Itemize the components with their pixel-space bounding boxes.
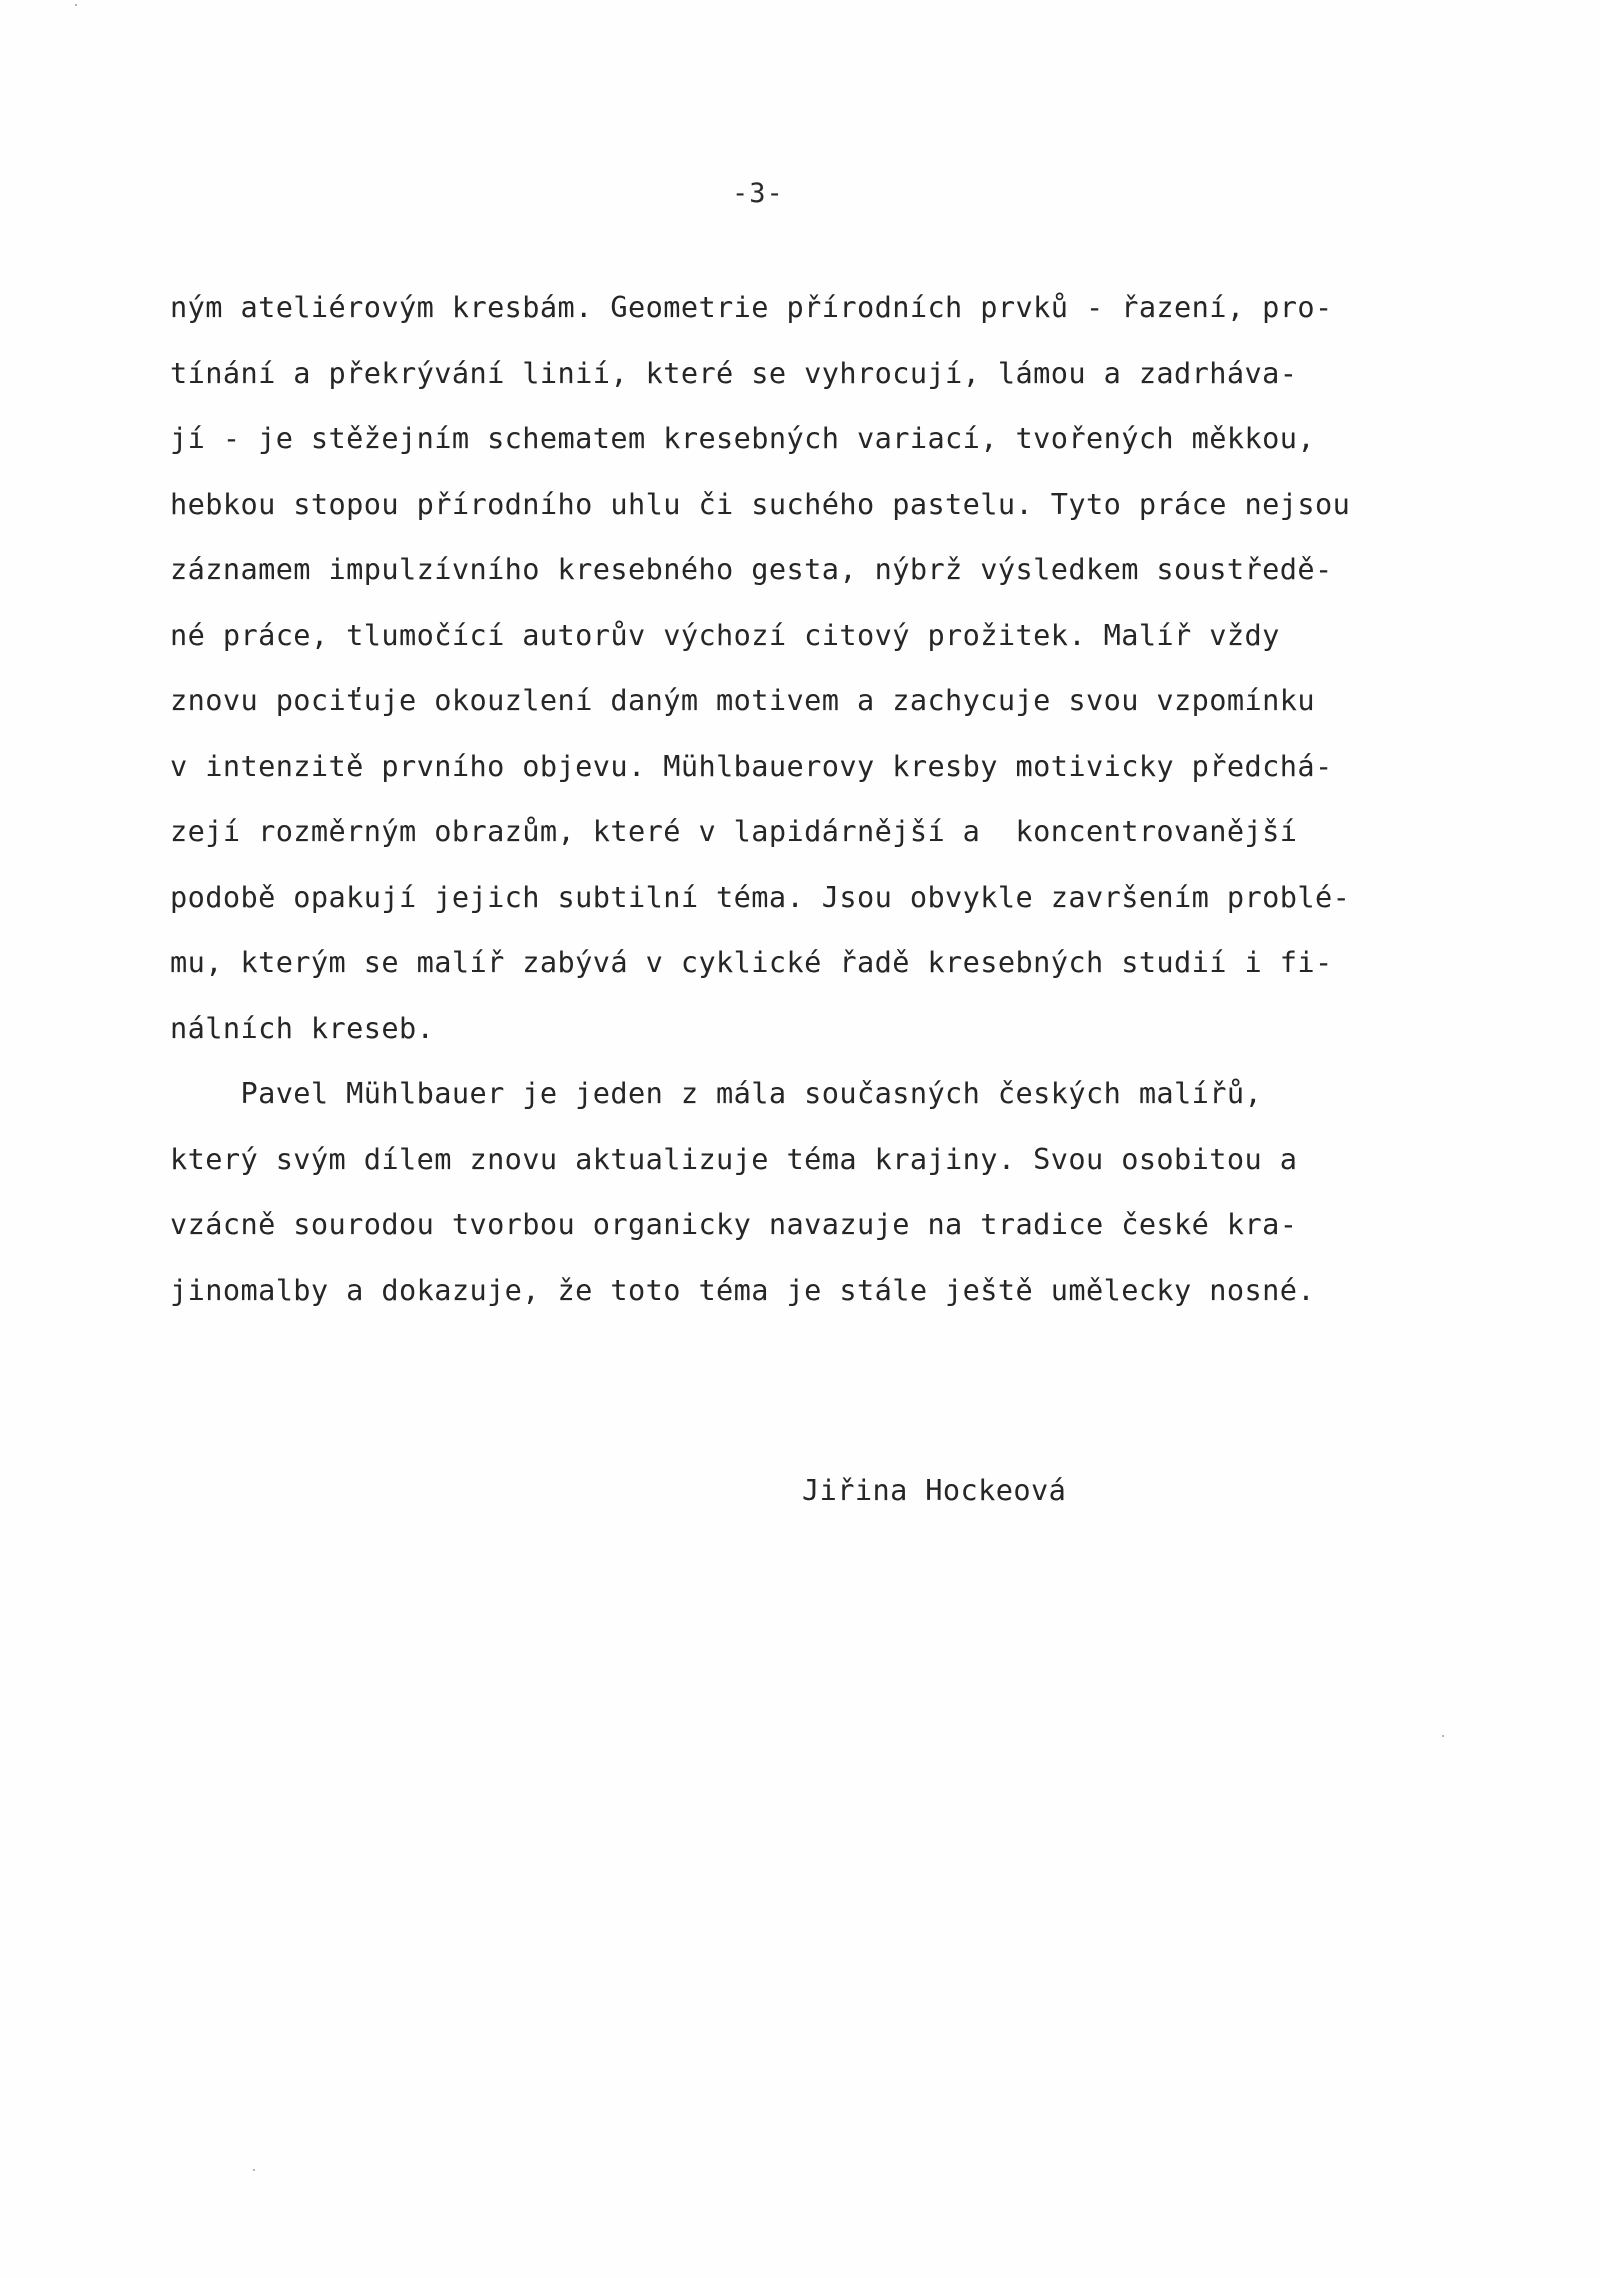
- paper-speck: [1442, 1735, 1444, 1737]
- paragraph-start-line: Pavel Mühlbauer je jeden z mála současných českých malířů,: [170, 1076, 1263, 1110]
- page-number: -3-: [732, 178, 784, 209]
- text-line: nálních kreseb.: [170, 1010, 435, 1045]
- text-line: né práce, tlumočící autorův výchozí citový prožitek. Malíř vždy: [170, 617, 1280, 652]
- paper-speck: [253, 2169, 255, 2171]
- text-line: podobě opakují jejich subtilní téma. Jsou obvykle završením problé-: [170, 879, 1351, 914]
- text-line: znovu pociťuje okouzlení daným motivem a zachycuje svou vzpomínku: [170, 683, 1315, 717]
- author-signature: Jiřina Hockeová: [802, 1473, 1067, 1507]
- text-line: v intenzitě prvního objevu. Mühlbauerovy kresby motivicky předchá-: [170, 748, 1333, 783]
- text-line: jí - je stěžejním schematem kresebných variací, tvořených měkkou,: [170, 421, 1315, 455]
- text-line: hebkou stopou přírodního uhlu či suchého pastelu. Tyto práce nejsou: [170, 486, 1351, 521]
- text-line: který svým dílem znovu aktualizuje téma krajiny. Svou osobitou a: [170, 1141, 1298, 1176]
- text-line: vzácně sourodou tvorbou organicky navazuje na tradice české kra-: [170, 1207, 1298, 1241]
- text-line: jinomalby a dokazuje, že toto téma je stále ještě umělecky nosné.: [170, 1272, 1315, 1307]
- text-line: tínání a překrývání linií, které se vyhrocují, lámou a zadrháva-: [170, 355, 1298, 390]
- text-line: zejí rozměrným obrazům, které v lapidárnější a koncentrovanější: [170, 814, 1298, 848]
- body-text: [170, 287, 1490, 1335]
- text-line: záznamem impulzívního kresebného gesta, nýbrž výsledkem soustředě-: [170, 552, 1333, 586]
- paper-speck: [75, 4, 77, 6]
- text-line: ným ateliérovým kresbám. Geometrie přírodních prvků - řazení, pro-: [170, 290, 1333, 324]
- text-line: mu, kterým se malíř zabývá v cyklické řadě kresebných studií i fi-: [170, 945, 1333, 979]
